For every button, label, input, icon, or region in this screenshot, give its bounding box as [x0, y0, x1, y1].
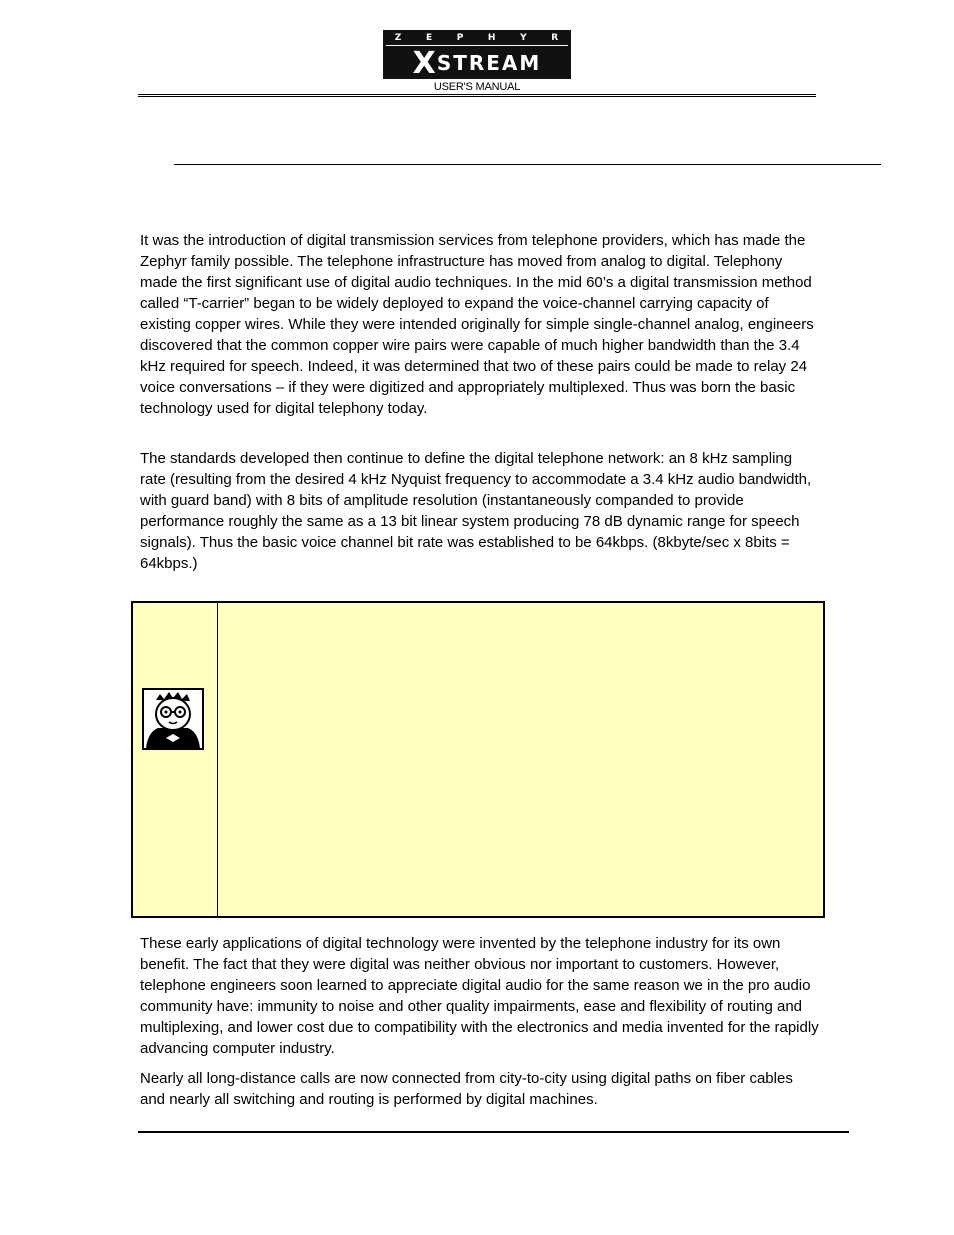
- note-box-divider: [217, 603, 218, 916]
- logo-letter: Z: [394, 33, 403, 43]
- engineer-cartoon-icon: [142, 688, 204, 750]
- header-rule-bottom: [138, 96, 816, 97]
- section-rule: [174, 164, 881, 165]
- logo-letter: E: [425, 33, 434, 43]
- footer-rule: [138, 1131, 849, 1133]
- logo-word: STREAM: [436, 51, 542, 75]
- body-paragraph-2: The standards developed then continue to define the digital telephone network: an 8 kHz sampling rate (resulting from the desired 4 kHz Nyquist frequency to accommodate a 3.4 kHz audio bandwidth, with guard band) with 8 bits of amplitude resolution (instantaneously companded to provide performance roughly the same as a 13 bit linear system producing 78 dB dynamic range for speech signals). Thus the basic voice channel bit rate was established to be 64kbps. (8kbyte/sec x 8bits = 64kbps.): [140, 450, 812, 572]
- logo-letter: P: [456, 33, 465, 43]
- logo-letter: R: [551, 33, 560, 43]
- logo-wordmark: [383, 45, 571, 81]
- body-paragraph-3: These early applications of digital technology were invented by the telephone industry for its own benefit. The fact that they were digital was neither obvious nor important to customers. However, telephone engineers soon learned to appreciate digital audio for the same reason we in the pro audio community have: immunity to noise and other quality impairments, ease and flexibility of routing and multiplexing, and lower cost due to compatibility with the electronics and media invented for the rapidly advancing computer industry.: [140, 935, 819, 1057]
- logo-top-letters: [383, 32, 571, 44]
- body-paragraph-1: It was the introduction of digital transmission services from telephone providers, which has made the Zephyr family possible. The telephone infrastructure has moved from analog to digital. Telephony made the first significant use of digital audio techniques. In the mid 60’s a digital transmission method called “T-carrier” began to be widely deployed to expand the voice-channel carrying capacity of existing copper wires. While they were intended originally for simple single-channel analog, engineers discovered that the common copper wire pairs were capable of much higher bandwidth than the 3.4 kHz required for speech. Indeed, it was determined that two of these pairs could be made to relay 24 voice conversations – if they were digitized and appropriately multiplexed. Thus was born the basic technology used for digital telephony today.: [140, 232, 814, 417]
- manual-subtitle: USER'S MANUAL: [433, 81, 521, 93]
- logo-x: X: [412, 45, 436, 81]
- logo-letter: H: [487, 33, 497, 43]
- header-rule-top: [138, 94, 816, 95]
- body-paragraph-4: Nearly all long-distance calls are now connected from city-to-city using digital paths on fiber cables and nearly all switching and routing is performed by digital machines.: [140, 1070, 793, 1108]
- logo-letter: Y: [520, 33, 528, 43]
- zephyr-xstream-logo: [383, 30, 571, 79]
- note-box: [131, 601, 825, 918]
